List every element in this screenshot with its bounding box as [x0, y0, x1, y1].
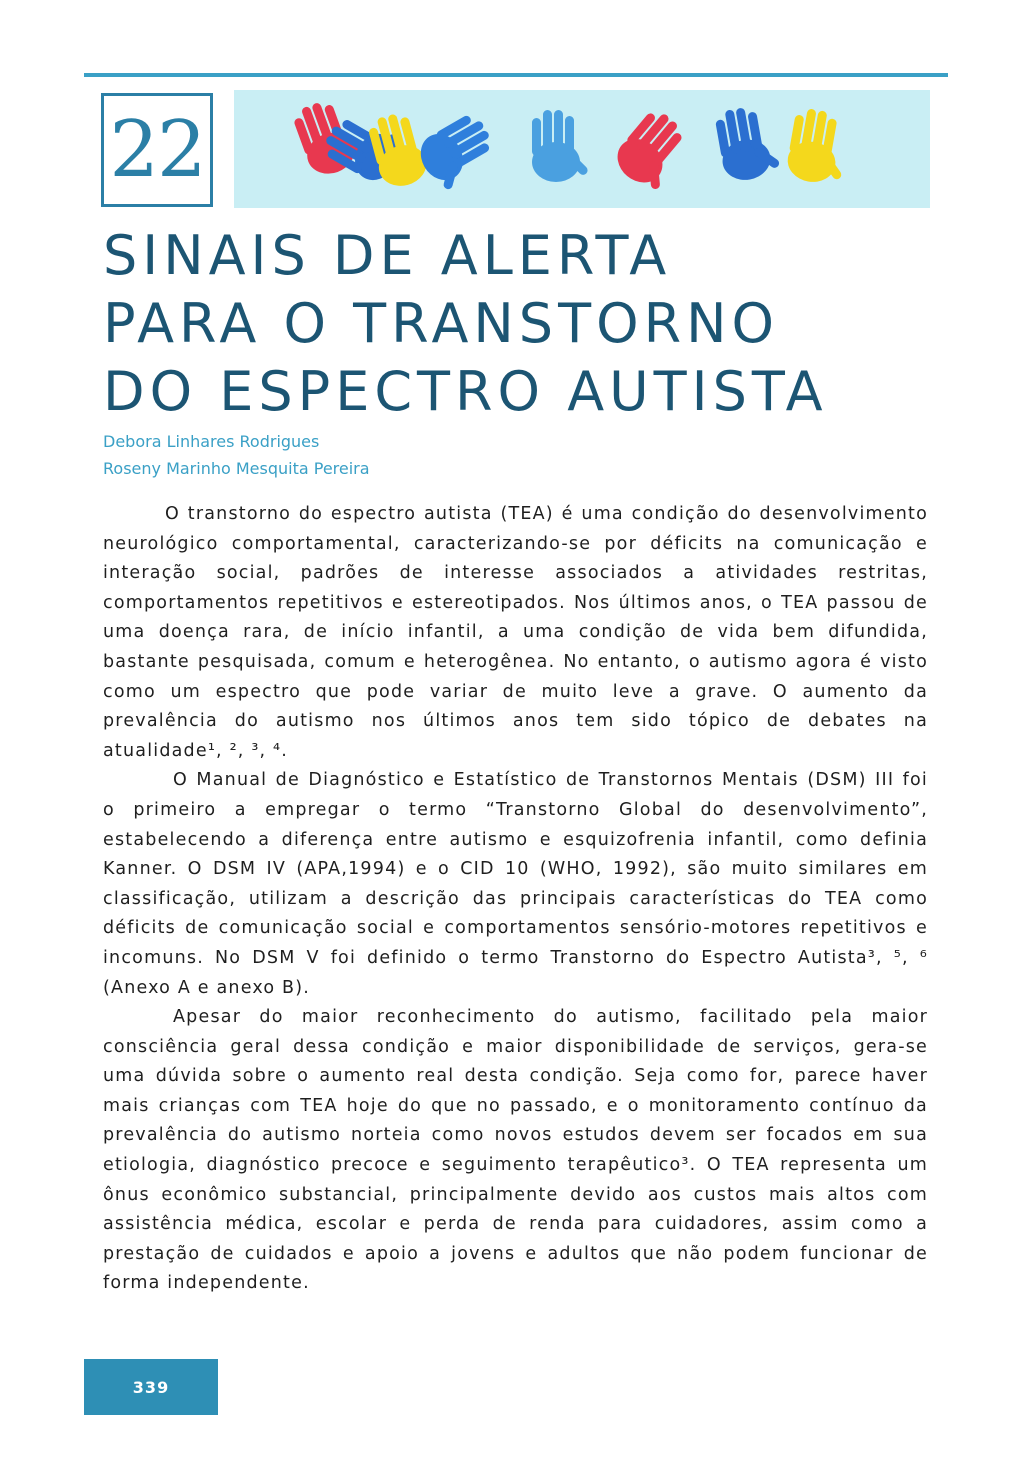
body-text — [103, 500, 928, 1299]
author-list — [103, 428, 370, 482]
hand-blue-3 — [714, 103, 783, 184]
top-rule — [84, 73, 948, 77]
paragraph: Apesar do maior reconhecimento do autismo, facilitado pela maior consciência geral dessa condição e maior disponibilidade de serviços, gera-se uma dúvida sobre o aumento real desta condição. Seja como for, parece haver mais crianças com TEA hoje do que no passado, e o monitoramento contínuo da prevalência do autismo norteia como novos estudos devem ser focados em sua etiologia, diagnóstico precoce e seguimento terapêutico³. O TEA representa um ônus econômico substancial, principalmente devido aos custos mais altos com assistência médica, escolar e perda de renda para cuidadores, assim como a prestação de cuidados e apoio a jovens e adultos que não podem funcionar de forma independente. — [103, 1007, 928, 1294]
title-line-3: DO ESPECTRO AUTISTA — [103, 360, 828, 423]
author-name: Roseny Marinho Mesquita Pereira — [103, 459, 370, 478]
chapter-number: 22 — [109, 105, 205, 195]
paragraph: O Manual de Diagnóstico e Estatístico de Transtornos Mentais (DSM) III foi o primeiro a empregar o termo “Transtorno Global do desenvolvimento”, estabelecendo a diferença entre autismo e esquizofrenia infantil, como definia Kanner. O DSM IV (APA,1994) e o CID 10 (WHO, 1992), são muito similares em classificação, utilizam a descrição das principais características do TEA como déficits de comunicação social e comportamentos sensório-motores repetitivos e incomuns. No DSM V foi definido o termo Transtorno do Espectro Autista³, ⁵, ⁶ (Anexo A e anexo B). — [103, 770, 928, 998]
page-number-box — [84, 1359, 218, 1415]
author-name: Debora Linhares Rodrigues — [103, 432, 320, 451]
title-line-2: PARA O TRANSTORNO — [103, 292, 779, 355]
chapter-number-box — [101, 93, 213, 207]
paragraph: O transtorno do espectro autista (TEA) é uma condição do desenvolvimento neurológico comportamental, caracterizando-se por déficits na comunicação e interação social, padrões de interesse associados a atividades restritas, comportamentos repetitivos e estereotipados. Nos últimos anos, o TEA passou de uma doença rara, de início infantil, a uma condição de vida bem difundida, bastante pesquisada, comum e heterogênea. No entanto, o autismo agora é visto como um espectro que pode variar de muito leve a grave. O aumento da prevalência do autismo nos últimos anos tem sido tópico de debates na atualidade¹, ², ³, ⁴. — [103, 504, 928, 761]
hand-blue-2 — [413, 110, 504, 196]
banner-image — [234, 90, 930, 208]
hand-yellow-2 — [784, 106, 853, 187]
page-number: 339 — [132, 1377, 170, 1397]
hand-red-2 — [609, 105, 699, 197]
hand-lightblue-1 — [532, 110, 589, 182]
painted-hands-illustration — [234, 90, 930, 208]
title-line-1: SINAIS DE ALERTA — [103, 224, 672, 287]
chapter-title — [103, 222, 963, 426]
